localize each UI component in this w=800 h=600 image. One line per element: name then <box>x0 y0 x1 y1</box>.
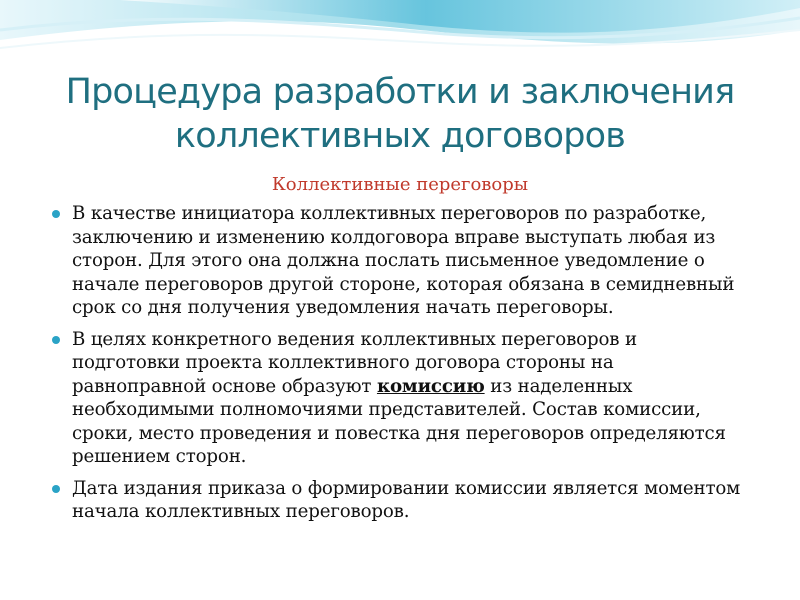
bullet-text: Дата издания приказа о формировании комиссии является моментом начала коллективных переговоров. <box>72 477 741 522</box>
slide-title <box>40 70 760 158</box>
bullet-text: В качестве инициатора коллективных переговоров по разработке, заключению и изменению колдоговора вправе выступать любая из сторон. Для этого она должна послать письменное уведомление о начале переговоров другой стороне, которая обязана в семидневный срок со дня получения уведомления начать переговоры. <box>72 203 735 318</box>
bullet-text-after: из наделенных необходимыми полномочиями представителей. Состав комиссии, сроки, место проведения и повестка дня переговоров определяются решением сторон. <box>72 375 726 467</box>
bullet-item <box>50 477 750 524</box>
keyword-link-commission[interactable]: комиссию <box>376 375 485 397</box>
bullet-list <box>50 202 750 532</box>
bullet-dot-icon <box>52 485 60 493</box>
slide-subtitle: Коллективные переговоры <box>271 174 529 195</box>
bullet-item <box>50 328 750 469</box>
bullet-item <box>50 202 750 320</box>
decorative-wave-header <box>0 0 800 80</box>
bullet-dot-icon <box>52 210 60 218</box>
bullet-text-before: В целях конкретного ведения коллективных переговоров и подготовки проекта коллективного договора стороны на равноправной основе образуют <box>72 328 637 397</box>
title-line-2: коллективных договоров <box>174 116 626 156</box>
title-line-1: Процедура разработки и заключения <box>65 72 735 112</box>
bullet-dot-icon <box>52 336 60 344</box>
